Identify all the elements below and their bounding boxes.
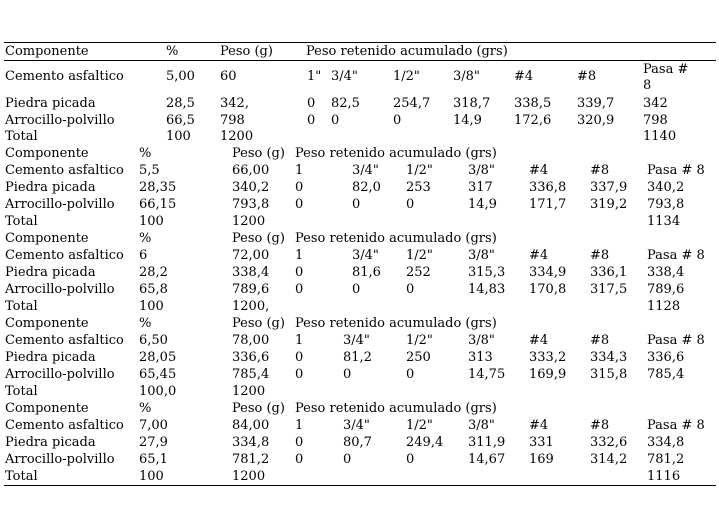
cell-sieve-no4: 336,8 bbox=[529, 180, 567, 195]
cell-pasa: 336,6 bbox=[647, 350, 685, 365]
col-header-componente: Componente bbox=[5, 44, 89, 59]
row-label: Cemento asfaltico bbox=[5, 333, 124, 348]
cell-peso: 60 bbox=[220, 69, 237, 84]
sieve-1-2: 1/2" bbox=[406, 333, 433, 348]
cell-percent: 66,5 bbox=[166, 113, 195, 128]
sieve-3-4: 3/4" bbox=[343, 333, 370, 348]
cell-sieve-no8: 337,9 bbox=[590, 180, 628, 195]
cell-percent: 65,45 bbox=[139, 367, 177, 382]
cell-sieve-3-4: 0 bbox=[331, 113, 340, 128]
cell-percent: 66,15 bbox=[139, 197, 177, 212]
col-header-peso-retenido: Peso retenido acumulado (grs) bbox=[306, 44, 508, 59]
cell-percent: 5,5 bbox=[139, 163, 160, 178]
sieve-3-8: 3/8" bbox=[468, 418, 495, 433]
cell-sieve-1-2: 0 bbox=[406, 367, 415, 382]
sieve-no4: #4 bbox=[529, 333, 549, 348]
row-label: Piedra picada bbox=[5, 265, 96, 280]
sieve-1-2: 1/2" bbox=[393, 69, 420, 84]
col-header-peso: Peso (g) bbox=[232, 231, 285, 246]
col-header-componente: Componente bbox=[5, 146, 89, 161]
cell-sieve-1-2: 0 bbox=[406, 197, 415, 212]
cell-sieve-3-8: 14,75 bbox=[468, 367, 506, 382]
sieve-1in: 1 bbox=[295, 248, 304, 263]
row-label: Cemento asfaltico bbox=[5, 163, 124, 178]
cell-peso: 336,6 bbox=[232, 350, 270, 365]
sieve-no4: #4 bbox=[529, 163, 549, 178]
cell-sieve-no8: 336,1 bbox=[590, 265, 628, 280]
header-rule bbox=[4, 60, 716, 61]
cell-percent: 7,00 bbox=[139, 418, 168, 433]
sieve-no4: #4 bbox=[529, 248, 549, 263]
cell-sieve-no4: 169 bbox=[529, 452, 554, 467]
col-header-percent: % bbox=[139, 401, 152, 416]
cell-pasa: 340,2 bbox=[647, 180, 685, 195]
cell-sieve-3-8: 317 bbox=[468, 180, 493, 195]
cell-sieve-no8: 332,6 bbox=[590, 435, 628, 450]
cell-peso: 338,4 bbox=[232, 265, 270, 280]
cell-sieve-no4: 172,6 bbox=[514, 113, 552, 128]
row-label: Arrocillo-polvillo bbox=[5, 452, 115, 467]
row-label: Piedra picada bbox=[5, 180, 96, 195]
sieve-pasa: Pasa # 8 bbox=[647, 248, 705, 263]
cell-sieve-1in: 0 bbox=[295, 265, 304, 280]
cell-sieve-no4: 169,9 bbox=[529, 367, 567, 382]
cell-pasa: 798 bbox=[643, 113, 668, 128]
cell-sieve-1in: 0 bbox=[295, 350, 304, 365]
cell-sieve-no8: 320,9 bbox=[577, 113, 615, 128]
col-header-componente: Componente bbox=[5, 401, 89, 416]
col-header-componente: Componente bbox=[5, 231, 89, 246]
sieve-1in: 1 bbox=[295, 163, 304, 178]
cell-percent: 100 bbox=[139, 214, 164, 229]
sieve-no8: #8 bbox=[590, 333, 610, 348]
sieve-1in: 1" bbox=[307, 69, 322, 84]
cell-peso: 340,2 bbox=[232, 180, 270, 195]
cell-peso: 1200 bbox=[232, 214, 266, 229]
cell-sieve-no4: 171,7 bbox=[529, 197, 567, 212]
cell-pasa: 793,8 bbox=[647, 197, 685, 212]
cell-sieve-1-2: 253 bbox=[406, 180, 431, 195]
cell-percent: 27,9 bbox=[139, 435, 168, 450]
cell-sieve-3-4: 81,2 bbox=[343, 350, 372, 365]
row-label: Piedra picada bbox=[5, 96, 96, 111]
cell-sieve-1-2: 252 bbox=[406, 265, 431, 280]
cell-sieve-no4: 170,8 bbox=[529, 282, 567, 297]
row-label: Piedra picada bbox=[5, 435, 96, 450]
cell-percent: 28,35 bbox=[139, 180, 177, 195]
cell-percent: 5,00 bbox=[166, 69, 195, 84]
cell-pasa: 789,6 bbox=[647, 282, 685, 297]
cell-sieve-no4: 334,9 bbox=[529, 265, 567, 280]
cell-peso: 1200 bbox=[232, 384, 266, 399]
sieve-no8: #8 bbox=[577, 69, 597, 84]
cell-sieve-1in: 0 bbox=[295, 197, 304, 212]
col-header-peso: Peso (g) bbox=[232, 146, 285, 161]
col-header-percent: % bbox=[166, 44, 179, 59]
cell-percent: 100 bbox=[139, 469, 164, 484]
cell-sieve-1in: 0 bbox=[295, 180, 304, 195]
cell-pasa: 338,4 bbox=[647, 265, 685, 280]
cell-sieve-1-2: 0 bbox=[406, 452, 415, 467]
sieve-no4: #4 bbox=[514, 69, 534, 84]
cell-sieve-3-8: 313 bbox=[468, 350, 493, 365]
cell-sieve-3-8: 315,3 bbox=[468, 265, 506, 280]
col-header-peso: Peso (g) bbox=[232, 401, 285, 416]
cell-sieve-3-4: 82,5 bbox=[331, 96, 360, 111]
sieve-no8: #8 bbox=[590, 163, 610, 178]
row-label: Total bbox=[5, 299, 38, 314]
cell-sieve-no4: 338,5 bbox=[514, 96, 552, 111]
sieve-no8: #8 bbox=[590, 418, 610, 433]
col-header-percent: % bbox=[139, 146, 152, 161]
sieve-pasa: Pasa # bbox=[643, 62, 689, 77]
cell-sieve-3-8: 14,67 bbox=[468, 452, 506, 467]
cell-sieve-3-8: 311,9 bbox=[468, 435, 506, 450]
col-header-peso-retenido: Peso retenido acumulado (grs) bbox=[295, 316, 497, 331]
sieve-3-8: 3/8" bbox=[468, 333, 495, 348]
cell-peso: 1200, bbox=[232, 299, 270, 314]
cell-sieve-1-2: 0 bbox=[406, 282, 415, 297]
row-label: Cemento asfaltico bbox=[5, 69, 124, 84]
cell-percent: 28,05 bbox=[139, 350, 177, 365]
cell-percent: 6 bbox=[139, 248, 148, 263]
row-label: Total bbox=[5, 129, 38, 144]
cell-percent: 100,0 bbox=[139, 384, 177, 399]
cell-pasa: 785,4 bbox=[647, 367, 685, 382]
row-label: Total bbox=[5, 384, 38, 399]
sieve-3-4: 3/4" bbox=[352, 163, 379, 178]
row-label: Arrocillo-polvillo bbox=[5, 282, 115, 297]
cell-percent: 28,2 bbox=[139, 265, 168, 280]
sieve-1-2: 1/2" bbox=[406, 163, 433, 178]
cell-percent: 65,8 bbox=[139, 282, 168, 297]
cell-percent: 65,1 bbox=[139, 452, 168, 467]
row-label: Total bbox=[5, 469, 38, 484]
sieve-3-8: 3/8" bbox=[468, 163, 495, 178]
cell-peso: 1200 bbox=[232, 469, 266, 484]
sieve-no4: #4 bbox=[529, 418, 549, 433]
cell-pasa: 781,2 bbox=[647, 452, 685, 467]
sieve-3-4: 3/4" bbox=[331, 69, 358, 84]
cell-sieve-3-4: 82,0 bbox=[352, 180, 381, 195]
cell-pasa: 1116 bbox=[647, 469, 681, 484]
row-label: Cemento asfaltico bbox=[5, 418, 124, 433]
cell-sieve-no8: 339,7 bbox=[577, 96, 615, 111]
sieve-pasa-8: 8 bbox=[643, 78, 652, 93]
cell-sieve-1in: 0 bbox=[307, 96, 316, 111]
sieve-1in: 1 bbox=[295, 333, 304, 348]
cell-sieve-1-2: 254,7 bbox=[393, 96, 431, 111]
cell-sieve-3-4: 0 bbox=[343, 367, 352, 382]
cell-sieve-1in: 0 bbox=[295, 452, 304, 467]
cell-pasa: 334,8 bbox=[647, 435, 685, 450]
cell-peso: 793,8 bbox=[232, 197, 270, 212]
cell-sieve-3-8: 14,9 bbox=[453, 113, 482, 128]
cell-sieve-1in: 0 bbox=[307, 113, 316, 128]
sieve-1in: 1 bbox=[295, 418, 304, 433]
cell-sieve-no4: 331 bbox=[529, 435, 554, 450]
col-header-peso: Peso (g) bbox=[232, 316, 285, 331]
sieve-no8: #8 bbox=[590, 248, 610, 263]
sieve-1-2: 1/2" bbox=[406, 248, 433, 263]
cell-sieve-1-2: 250 bbox=[406, 350, 431, 365]
cell-peso: 72,00 bbox=[232, 248, 270, 263]
sieve-pasa: Pasa # 8 bbox=[647, 418, 705, 433]
cell-peso: 78,00 bbox=[232, 333, 270, 348]
cell-sieve-1in: 0 bbox=[295, 282, 304, 297]
cell-sieve-no8: 314,2 bbox=[590, 452, 628, 467]
cell-percent: 100 bbox=[139, 299, 164, 314]
cell-sieve-no4: 333,2 bbox=[529, 350, 567, 365]
cell-peso: 781,2 bbox=[232, 452, 270, 467]
sieve-3-8: 3/8" bbox=[453, 69, 480, 84]
cell-sieve-3-8: 14,9 bbox=[468, 197, 497, 212]
cell-sieve-3-4: 80,7 bbox=[343, 435, 372, 450]
sieve-3-8: 3/8" bbox=[468, 248, 495, 263]
cell-sieve-3-4: 0 bbox=[352, 197, 361, 212]
col-header-peso-retenido: Peso retenido acumulado (grs) bbox=[295, 146, 497, 161]
cell-peso: 342, bbox=[220, 96, 249, 111]
cell-sieve-1in: 0 bbox=[295, 435, 304, 450]
cell-sieve-3-8: 318,7 bbox=[453, 96, 491, 111]
cell-sieve-no8: 334,3 bbox=[590, 350, 628, 365]
cell-sieve-1in: 0 bbox=[295, 367, 304, 382]
cell-sieve-no8: 315,8 bbox=[590, 367, 628, 382]
cell-pasa: 1134 bbox=[647, 214, 681, 229]
cell-pasa: 342 bbox=[643, 96, 668, 111]
row-label: Arrocillo-polvillo bbox=[5, 197, 115, 212]
sieve-3-4: 3/4" bbox=[352, 248, 379, 263]
sieve-1-2: 1/2" bbox=[406, 418, 433, 433]
col-header-percent: % bbox=[139, 316, 152, 331]
cell-percent: 28,5 bbox=[166, 96, 195, 111]
row-label: Total bbox=[5, 214, 38, 229]
cell-sieve-1-2: 0 bbox=[393, 113, 402, 128]
cell-peso: 785,4 bbox=[232, 367, 270, 382]
cell-sieve-3-4: 0 bbox=[352, 282, 361, 297]
cell-peso: 798 bbox=[220, 113, 245, 128]
cell-percent: 100 bbox=[166, 129, 191, 144]
col-header-peso-retenido: Peso retenido acumulado (grs) bbox=[295, 231, 497, 246]
cell-pasa: 1140 bbox=[643, 129, 677, 144]
table-top-rule bbox=[4, 42, 716, 43]
col-header-percent: % bbox=[139, 231, 152, 246]
cell-sieve-3-4: 0 bbox=[343, 452, 352, 467]
cell-peso: 334,8 bbox=[232, 435, 270, 450]
cell-sieve-3-4: 81,6 bbox=[352, 265, 381, 280]
row-label: Piedra picada bbox=[5, 350, 96, 365]
cell-pasa: 1128 bbox=[647, 299, 681, 314]
sieve-pasa: Pasa # 8 bbox=[647, 333, 705, 348]
table-bottom-rule bbox=[4, 485, 716, 486]
col-header-componente: Componente bbox=[5, 316, 89, 331]
cell-sieve-no8: 319,2 bbox=[590, 197, 628, 212]
cell-peso: 84,00 bbox=[232, 418, 270, 433]
cell-peso: 789,6 bbox=[232, 282, 270, 297]
cell-percent: 6,50 bbox=[139, 333, 168, 348]
col-header-peso: Peso (g) bbox=[220, 44, 273, 59]
sieve-pasa: Pasa # 8 bbox=[647, 163, 705, 178]
row-label: Cemento asfaltico bbox=[5, 248, 124, 263]
cell-peso: 1200 bbox=[220, 129, 254, 144]
col-header-peso-retenido: Peso retenido acumulado (grs) bbox=[295, 401, 497, 416]
cell-sieve-3-8: 14,83 bbox=[468, 282, 506, 297]
cell-peso: 66,00 bbox=[232, 163, 270, 178]
cell-sieve-1-2: 249,4 bbox=[406, 435, 444, 450]
row-label: Arrocillo-polvillo bbox=[5, 113, 115, 128]
row-label: Arrocillo-polvillo bbox=[5, 367, 115, 382]
cell-sieve-no8: 317,5 bbox=[590, 282, 628, 297]
sieve-3-4: 3/4" bbox=[343, 418, 370, 433]
